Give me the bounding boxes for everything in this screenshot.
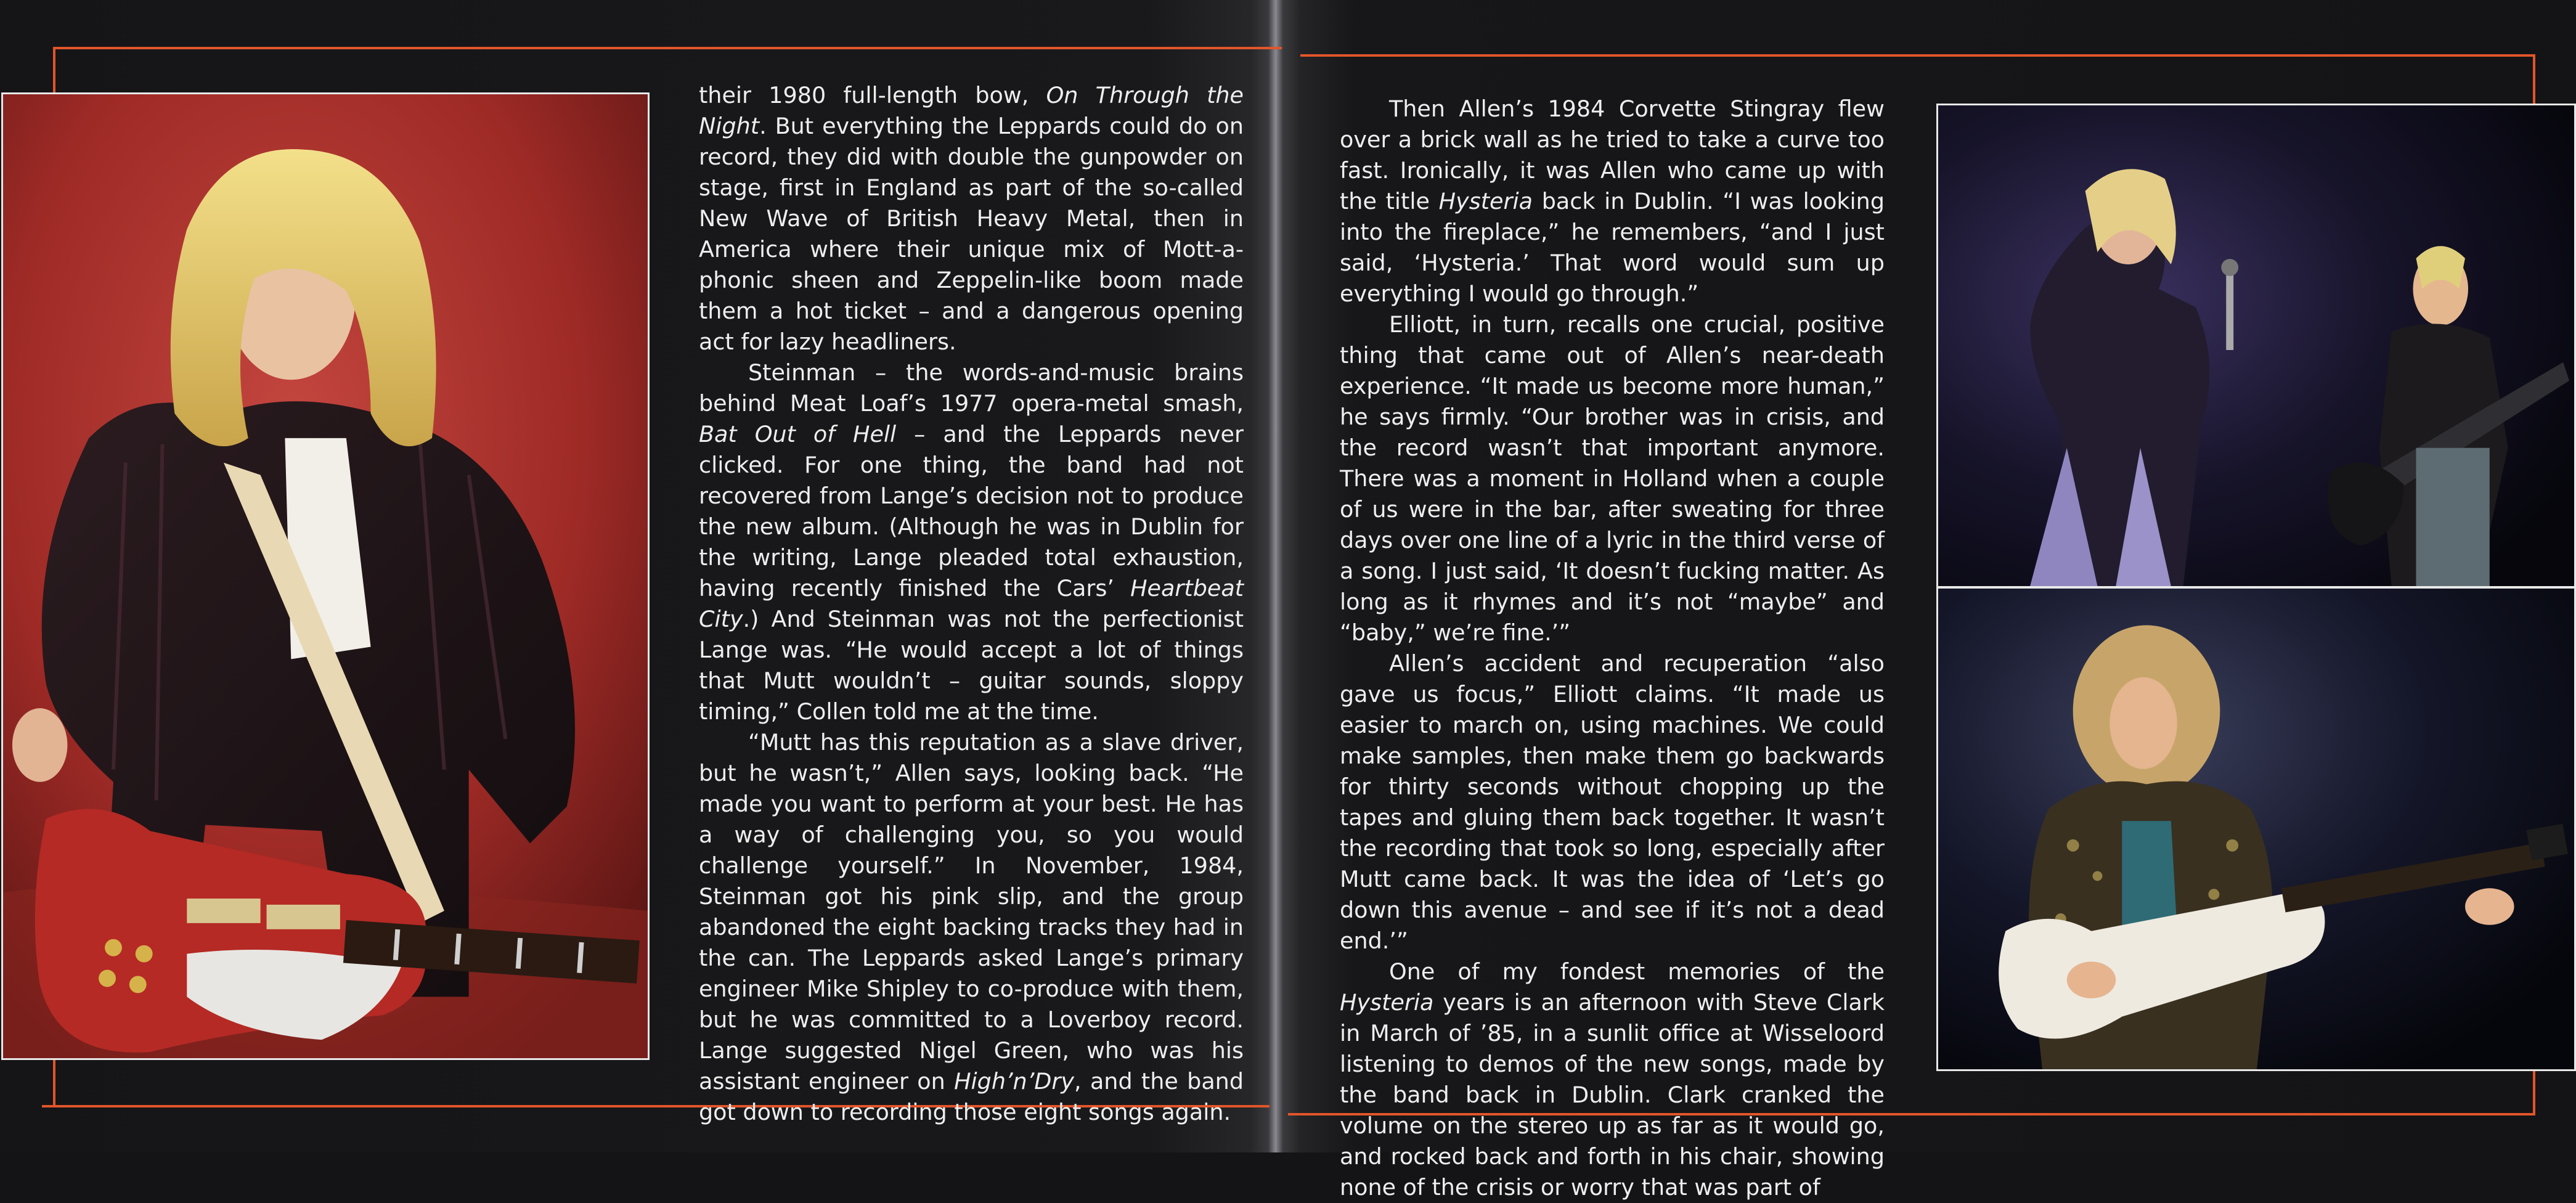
text-run: , and the band got down to recording those eight songs again. [699, 1068, 1244, 1125]
italic-title: Hysteria [1340, 989, 1434, 1016]
italic-title: Hysteria [1438, 188, 1533, 214]
text-run: Allen’s accident and recuperation “also gave us focus,” Elliott claims. “It made us easier to march on, using machines. We could make samples, then make them go backwards for thirty seconds without chopping up the tapes and gluing them back together. It wasn’t the recording that took so long, especially after Mutt came back. It was the idea of ‘Let’s go down this avenue – and see if it’s not a dead end.’” [1340, 650, 1885, 954]
italic-title: High’n’Dry [954, 1068, 1075, 1095]
text-run: – and the Leppards never clicked. For one thing, the band had not recovered from Lange’s decision not to produce the new album. (Although he was in Dublin for the writing, Lange pleaded total exhaustion, having recently finished the Cars’ [699, 421, 1244, 602]
article-paragraph [699, 80, 1244, 357]
text-run: “Mutt has this reputation as a slave driver, but he wasn’t,” Allen says, looking back. “He made you want to perform at your best. He has a way of challenging you, so you would challenge yourself.” In November, 1984, Steinman got his pink slip, and the group abandoned the eight backing tracks they had in the can. The Leppards asked Lange’s primary engineer Mike Shipley to co-produce with them, but he was committed to a Loverboy record. Lange suggested Nigel Green, who was his assistant engineer on [699, 729, 1244, 1095]
text-run: their 1980 full-length bow, [699, 82, 1046, 108]
text-run: . But everything the Leppards could do on record, they did with double the gunpowder on stage, first in England as part of the so-called New Wave of British Heavy Metal, then in America where their unique mix of Mott-a-phonic sheen and Zeppelin-like boom made them a hot ticket – and a dangerous opening act for lazy headliners. [699, 113, 1244, 355]
text-run: Then Allen’s 1984 Corvette Stingray flew over a brick wall as he tried to take a curve too fast. Ironically, it was Allen who came up with the title [1340, 96, 1885, 214]
article-paragraph [1340, 648, 1885, 956]
article-paragraph [1340, 94, 1885, 309]
article-paragraph [1340, 309, 1885, 648]
text-run: Elliott, in turn, recalls one crucial, positive thing that came out of Allen’s near-death experience. “It made us become more human,” he says firmly. “Our brother was in crisis, and the record wasn’t that important anymore. There was a moment in Holland when a couple of us were in the bar, after sweating for three days over one line of a lyric in the third verse of a song. I just said, ‘It doesn’t fucking matter. As long as it rhymes and it’s not “maybe” and “baby,” we’re fine.’” [1340, 311, 1885, 646]
article-paragraph [699, 357, 1244, 727]
right-frame-top [1300, 54, 2535, 57]
guitarist-portrait-photo [1, 92, 650, 1060]
text-run: One of my fondest memories of the [1389, 958, 1885, 985]
article-paragraph [1340, 956, 1885, 1203]
concert-duo-photo [1936, 104, 2576, 588]
right-article-column [1340, 94, 1885, 1203]
text-run: years is an afternoon with Steve Clark in March of ’85, in a sunlit office at Wisseloord listening to demos of the new songs, made by the band back in Dublin. Clark cranked the volume on the stereo up as far as it would go, and rocked back and forth in his chair, showing none of the crisis or worry that was part of [1340, 989, 1885, 1201]
article-paragraph [699, 727, 1244, 1128]
text-run: Steinman – the words-and-music brains behind Meat Loaf’s 1977 opera-metal smash, [699, 359, 1244, 417]
italic-title: Heartbeat City [699, 575, 1244, 632]
text-run: back in Dublin. “I was looking into the fireplace,” he remembers, “and I just said, ‘Hysteria.’ That word would sum up everything I would go through.” [1340, 188, 1885, 307]
concert-guitarist-photo [1936, 587, 2576, 1071]
italic-title: On Through the Night [699, 82, 1244, 139]
text-run: .) And Steinman was not the perfectionist Lange was. “He would accept a lot of things that Mutt wouldn’t – guitar sounds, sloppy timing,” Collen told me at the time. [699, 606, 1244, 725]
page-gutter [1251, 0, 1300, 1152]
italic-title: Bat Out of Hell [699, 421, 897, 447]
left-article-column [699, 80, 1244, 1128]
left-frame-top [54, 47, 1282, 49]
